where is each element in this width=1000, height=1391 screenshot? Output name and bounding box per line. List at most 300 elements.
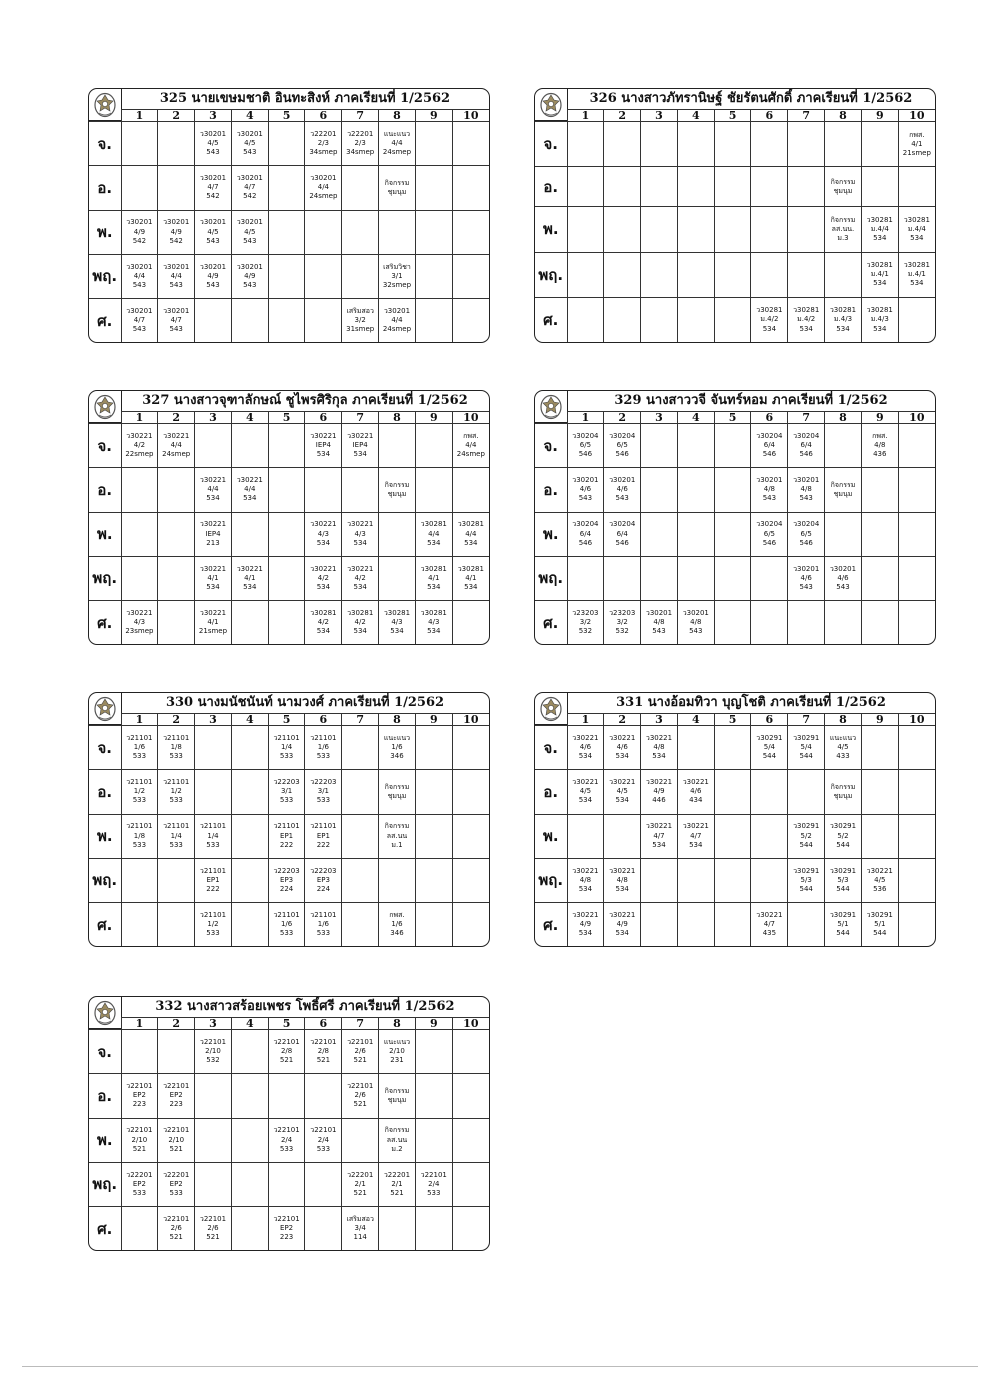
schedule-cell bbox=[158, 726, 195, 770]
cell-line: ว30221 bbox=[572, 866, 599, 875]
cell-line: ม.4/3 bbox=[870, 315, 889, 324]
cell-line: 543 bbox=[836, 582, 850, 591]
cell-line: 536 bbox=[873, 884, 887, 893]
cell-line: 3/1 bbox=[317, 787, 330, 796]
day-label: พฤ. bbox=[89, 1162, 121, 1206]
cell-line: 6/4 bbox=[616, 529, 628, 538]
day-row bbox=[89, 601, 489, 645]
schedule-cell bbox=[231, 601, 268, 645]
schedule-cell bbox=[415, 299, 452, 343]
cell-line: 24smep bbox=[382, 325, 412, 334]
schedule-cell bbox=[158, 858, 195, 902]
cell-line: 2/10 bbox=[131, 1135, 148, 1144]
schedule-cell bbox=[268, 424, 305, 468]
cell-line: 114 bbox=[353, 1233, 367, 1242]
cell-line: ว30291 bbox=[829, 866, 857, 875]
cell-line: ม.4/2 bbox=[797, 315, 816, 324]
cell-line: EP2 bbox=[169, 1091, 183, 1100]
day-label: อ. bbox=[535, 468, 567, 512]
cell-line: 4/6 bbox=[616, 485, 628, 494]
day-label: จ. bbox=[89, 726, 121, 770]
schedule-cell bbox=[604, 556, 641, 600]
cell-line: 4/9 bbox=[170, 227, 182, 236]
schedule-cell bbox=[898, 903, 935, 947]
cell-line: ว22203 bbox=[273, 778, 300, 787]
day-row bbox=[535, 468, 935, 512]
schedule-cell bbox=[567, 858, 604, 902]
cell-line: ว30281 bbox=[903, 261, 930, 270]
cell-line: 533 bbox=[279, 796, 294, 805]
cell-line: ว30221 bbox=[609, 910, 636, 919]
header-corner bbox=[535, 714, 567, 726]
schedule-cell bbox=[898, 858, 935, 902]
period-number: 4 bbox=[231, 714, 268, 726]
period-number: 9 bbox=[861, 412, 898, 424]
schedule-cell bbox=[788, 122, 825, 167]
cell-line: 534 bbox=[464, 538, 478, 547]
schedule-cell bbox=[379, 858, 416, 902]
schedule-cell bbox=[452, 299, 489, 343]
cell-line: 533 bbox=[316, 1144, 331, 1153]
schedule-cell bbox=[121, 601, 158, 645]
cell-line: 3/2 bbox=[579, 617, 592, 626]
cell-line: ม.4/3 bbox=[833, 315, 853, 324]
schedule-cell bbox=[195, 468, 232, 512]
period-number: 10 bbox=[452, 110, 489, 122]
schedule-cell bbox=[861, 167, 898, 207]
schedule-cell bbox=[751, 601, 788, 645]
cell-line: ว30291 bbox=[793, 822, 820, 831]
schedule-cell bbox=[751, 512, 788, 556]
schedule-cell bbox=[452, 1207, 489, 1251]
schedule-cell bbox=[305, 770, 342, 814]
cell-line: ว30221 bbox=[199, 476, 227, 485]
schedule-cell bbox=[379, 601, 416, 645]
cell-line: 4/8 bbox=[690, 617, 702, 626]
day-label: จ. bbox=[89, 1030, 121, 1074]
day-label: ศ. bbox=[89, 1207, 121, 1251]
cell-line: 4/8 bbox=[579, 875, 592, 884]
schedule-cell bbox=[567, 252, 604, 297]
schedule-cell bbox=[379, 299, 416, 343]
schedule-cell bbox=[158, 814, 195, 858]
schedule-table bbox=[89, 109, 489, 342]
schedule-table bbox=[535, 713, 935, 946]
cell-line: ว21101 bbox=[273, 733, 300, 742]
cell-line: 433 bbox=[836, 752, 850, 761]
schedule-cell bbox=[305, 726, 342, 770]
cell-line: ว30221 bbox=[347, 564, 374, 573]
cell-line: 2/10 bbox=[205, 1047, 221, 1056]
cell-line: ม.4/2 bbox=[760, 315, 779, 324]
schedule-cell bbox=[604, 903, 641, 947]
cell-line: 521 bbox=[390, 1188, 404, 1197]
cell-line: ลส.นน bbox=[386, 831, 408, 840]
cell-line: ว30221 bbox=[347, 520, 374, 529]
cell-line: 434 bbox=[689, 796, 703, 805]
schedule-cell bbox=[415, 903, 452, 947]
cell-line: 532 bbox=[578, 627, 593, 636]
schedule-cell bbox=[751, 858, 788, 902]
schedule-cell bbox=[452, 512, 489, 556]
cell-line: 533 bbox=[206, 929, 220, 938]
schedule-cell bbox=[195, 1074, 232, 1118]
cell-line: ว30201 bbox=[383, 306, 411, 315]
schedule-cell bbox=[415, 1207, 452, 1251]
cell-line: 1/6 bbox=[317, 743, 330, 752]
schedule-cell bbox=[195, 166, 232, 210]
schedule-cell bbox=[415, 1162, 452, 1206]
cell-line: 5/3 bbox=[800, 875, 812, 884]
period-header-row bbox=[89, 412, 489, 424]
schedule-cell bbox=[158, 1030, 195, 1074]
cell-line: 533 bbox=[279, 752, 294, 761]
cell-line: EP2 bbox=[132, 1091, 146, 1100]
schedule-cell bbox=[898, 770, 935, 814]
period-header-row bbox=[89, 714, 489, 726]
cell-line: เสริมสอว bbox=[346, 306, 374, 315]
schedule-cell bbox=[714, 167, 751, 207]
cell-line: 4/2 bbox=[317, 617, 330, 626]
schedule-cell bbox=[825, 468, 862, 512]
period-number: 8 bbox=[379, 110, 416, 122]
day-label: ศ. bbox=[89, 601, 121, 645]
schedule-cell bbox=[677, 167, 714, 207]
cell-line: 4/6 bbox=[579, 485, 592, 494]
cell-line: กิจกรรม bbox=[384, 782, 410, 791]
cell-line: กพส. bbox=[463, 431, 479, 440]
cell-line: 4/9 bbox=[207, 271, 219, 280]
schedule-cell bbox=[641, 468, 678, 512]
cell-line: ว21101 bbox=[310, 910, 337, 919]
cell-line: 23smep bbox=[125, 627, 154, 636]
day-label: จ. bbox=[89, 122, 121, 166]
schedule-cell bbox=[231, 122, 268, 166]
schedule-cell bbox=[567, 903, 604, 947]
cell-line: 2/1 bbox=[391, 1179, 403, 1188]
cell-line: 543 bbox=[652, 627, 666, 636]
cell-line: ว21101 bbox=[126, 778, 153, 787]
cell-line: IEP4 bbox=[315, 441, 331, 450]
period-number: 2 bbox=[158, 110, 195, 122]
cell-line: 4/6 bbox=[837, 573, 849, 582]
schedule-cell bbox=[158, 468, 195, 512]
period-number: 6 bbox=[751, 110, 788, 122]
cell-line: 1/4 bbox=[207, 831, 219, 840]
schedule-cell bbox=[677, 252, 714, 297]
cell-line: 2/3 bbox=[317, 139, 330, 148]
day-row bbox=[535, 424, 935, 468]
schedule-cell bbox=[158, 601, 195, 645]
cell-line: ว22101 bbox=[126, 1082, 153, 1091]
period-number: 1 bbox=[121, 714, 158, 726]
cell-line: 4/7 bbox=[690, 831, 702, 840]
timetable-card bbox=[88, 390, 490, 645]
period-number: 4 bbox=[231, 412, 268, 424]
schedule-cell bbox=[604, 424, 641, 468]
schedule-cell bbox=[415, 254, 452, 298]
cell-line: 533 bbox=[132, 796, 147, 805]
cell-line: 534 bbox=[578, 752, 593, 761]
cell-line: 24smep bbox=[382, 148, 412, 157]
period-number: 3 bbox=[641, 714, 678, 726]
cell-line: ว30281 bbox=[866, 261, 893, 270]
cell-line: 534 bbox=[427, 627, 441, 636]
schedule-cell bbox=[788, 770, 825, 814]
schedule-cell bbox=[415, 726, 452, 770]
period-number: 1 bbox=[121, 412, 158, 424]
schedule-cell bbox=[415, 122, 452, 166]
period-number: 10 bbox=[452, 412, 489, 424]
cell-line: แนะแนว bbox=[383, 129, 411, 138]
cell-line: 3/2 bbox=[354, 315, 366, 324]
day-label: พ. bbox=[535, 512, 567, 556]
cell-line: 4/8 bbox=[616, 875, 628, 884]
cell-line: 542 bbox=[132, 236, 147, 245]
schedule-cell bbox=[861, 122, 898, 167]
cell-line: 4/8 bbox=[800, 485, 812, 494]
cell-line: 521 bbox=[206, 1233, 220, 1242]
schedule-cell bbox=[158, 770, 195, 814]
cell-line: ว30221 bbox=[310, 564, 337, 573]
cell-line: 543 bbox=[615, 494, 629, 503]
cell-line: 543 bbox=[169, 280, 183, 289]
cell-line: 543 bbox=[243, 236, 257, 245]
schedule-cell bbox=[567, 512, 604, 556]
period-number: 1 bbox=[121, 1018, 158, 1030]
schedule-cell bbox=[751, 468, 788, 512]
schedule-cell bbox=[641, 512, 678, 556]
cell-line: 4/4 bbox=[244, 485, 256, 494]
cell-line: 533 bbox=[316, 796, 331, 805]
period-number: 2 bbox=[604, 412, 641, 424]
cell-line: 222 bbox=[316, 840, 331, 849]
schedule-cell bbox=[641, 556, 678, 600]
cell-line: 534 bbox=[652, 840, 666, 849]
schedule-cell bbox=[567, 297, 604, 342]
period-number: 4 bbox=[677, 714, 714, 726]
day-label: จ. bbox=[535, 424, 567, 468]
schedule-cell bbox=[567, 424, 604, 468]
cell-line: ว21101 bbox=[273, 822, 300, 831]
schedule-cell bbox=[379, 424, 416, 468]
day-row bbox=[535, 770, 935, 814]
cell-line: ว30281 bbox=[829, 306, 857, 315]
cell-line: ว30281 bbox=[420, 520, 447, 529]
schedule-cell bbox=[788, 858, 825, 902]
schedule-cell bbox=[677, 207, 714, 252]
day-label: อ. bbox=[89, 770, 121, 814]
schedule-cell bbox=[158, 1074, 195, 1118]
cell-line: 533 bbox=[427, 1188, 441, 1197]
cell-line: ว22101 bbox=[347, 1082, 374, 1091]
cell-line: ชุมนุม bbox=[833, 489, 853, 498]
schedule-cell bbox=[158, 424, 195, 468]
teacher-title: 330 นางมนัชนันท์ นามวงศ์ ภาคเรียนที่ 1/2562 bbox=[121, 693, 489, 714]
period-number: 6 bbox=[305, 110, 342, 122]
period-number: 3 bbox=[195, 412, 232, 424]
schedule-cell bbox=[452, 254, 489, 298]
cell-line: 21smep bbox=[902, 148, 931, 157]
cell-line: 4/1 bbox=[465, 573, 477, 582]
cell-line: 543 bbox=[206, 236, 220, 245]
cell-line: 4/9 bbox=[579, 919, 592, 928]
schedule-table bbox=[535, 411, 935, 644]
period-number: 5 bbox=[714, 412, 751, 424]
cell-line: 533 bbox=[169, 840, 183, 849]
cell-line: 534 bbox=[206, 582, 220, 591]
period-number: 2 bbox=[604, 110, 641, 122]
schedule-cell bbox=[751, 814, 788, 858]
schedule-cell bbox=[751, 424, 788, 468]
day-label: อ. bbox=[89, 468, 121, 512]
cell-line: ว30221 bbox=[682, 822, 709, 831]
day-row bbox=[535, 122, 935, 167]
schedule-cell bbox=[641, 726, 678, 770]
cell-line: EP1 bbox=[280, 831, 294, 840]
cell-line: 2/1 bbox=[354, 1179, 366, 1188]
schedule-cell bbox=[825, 726, 862, 770]
cell-line: ว30201 bbox=[236, 218, 263, 227]
cell-line: 533 bbox=[169, 752, 183, 761]
schedule-cell bbox=[825, 424, 862, 468]
cell-line: 521 bbox=[316, 1056, 331, 1065]
day-row bbox=[89, 1074, 489, 1118]
cell-line: 5/4 bbox=[763, 743, 776, 752]
cell-line: ว22201 bbox=[163, 1170, 190, 1179]
header-corner bbox=[89, 714, 121, 726]
schedule-cell bbox=[788, 424, 825, 468]
cell-line: 543 bbox=[132, 280, 147, 289]
cell-line: 544 bbox=[762, 752, 777, 761]
cell-line: กิจกรรม bbox=[384, 1086, 410, 1095]
cell-line: ว22101 bbox=[199, 1214, 227, 1223]
schedule-cell bbox=[641, 903, 678, 947]
cell-line: 1/6 bbox=[133, 743, 146, 752]
cell-line: 533 bbox=[279, 1144, 294, 1153]
schedule-cell bbox=[231, 468, 268, 512]
cell-line: 542 bbox=[169, 236, 183, 245]
day-row bbox=[89, 1207, 489, 1251]
schedule-cell bbox=[379, 726, 416, 770]
cell-line: 4/2 bbox=[317, 573, 330, 582]
schedule-cell bbox=[604, 512, 641, 556]
day-row bbox=[535, 167, 935, 207]
schedule-cell bbox=[567, 770, 604, 814]
schedule-cell bbox=[305, 858, 342, 902]
cell-line: ว22101 bbox=[420, 1170, 447, 1179]
period-number: 10 bbox=[898, 714, 935, 726]
schedule-cell bbox=[121, 1162, 158, 1206]
cell-line: ว30204 bbox=[793, 520, 820, 529]
cell-line: ว30201 bbox=[199, 218, 227, 227]
cell-line: ว22101 bbox=[347, 1037, 374, 1046]
schedule-cell bbox=[641, 424, 678, 468]
period-number: 3 bbox=[195, 714, 232, 726]
cell-line: 3/2 bbox=[616, 617, 628, 626]
schedule-cell bbox=[861, 556, 898, 600]
schedule-cell bbox=[415, 1074, 452, 1118]
cell-line: 6/4 bbox=[579, 529, 592, 538]
cell-line: ว22201 bbox=[126, 1170, 153, 1179]
day-label: จ. bbox=[535, 122, 567, 167]
period-number: 8 bbox=[379, 1018, 416, 1030]
period-number: 8 bbox=[825, 412, 862, 424]
cell-line: ชุมนุม bbox=[387, 1095, 407, 1104]
cell-line: 543 bbox=[132, 325, 147, 334]
cell-line: 534 bbox=[390, 627, 404, 636]
cell-line: ว30201 bbox=[682, 608, 709, 617]
schedule-cell bbox=[305, 468, 342, 512]
cell-line: 521 bbox=[353, 1188, 367, 1197]
cell-line: 543 bbox=[578, 494, 593, 503]
schedule-cell bbox=[342, 1118, 379, 1162]
schedule-cell bbox=[825, 903, 862, 947]
cell-line: 534 bbox=[243, 582, 257, 591]
period-number: 4 bbox=[677, 412, 714, 424]
period-number: 9 bbox=[415, 412, 452, 424]
cell-line: 534 bbox=[353, 582, 367, 591]
cell-line: ว30204 bbox=[756, 431, 783, 440]
cell-line: 4/3 bbox=[354, 529, 366, 538]
cell-line: ม.4/1 bbox=[907, 270, 926, 279]
cell-line: ว30201 bbox=[756, 476, 783, 485]
day-row bbox=[89, 858, 489, 902]
day-label: พ. bbox=[535, 814, 567, 858]
schedule-cell bbox=[231, 424, 268, 468]
schedule-cell bbox=[121, 903, 158, 947]
schedule-cell bbox=[788, 903, 825, 947]
schedule-cell bbox=[342, 468, 379, 512]
cell-line: 534 bbox=[615, 752, 629, 761]
cell-line: แนะแนว bbox=[383, 1037, 411, 1046]
schedule-cell bbox=[415, 1030, 452, 1074]
cell-line: ม.4/4 bbox=[870, 224, 889, 233]
period-number: 9 bbox=[415, 110, 452, 122]
schedule-cell bbox=[714, 556, 751, 600]
schedule-cell bbox=[714, 601, 751, 645]
schedule-cell bbox=[788, 512, 825, 556]
cell-line: ม.4/1 bbox=[870, 270, 889, 279]
cell-line: ว30221 bbox=[609, 866, 636, 875]
cell-line: 223 bbox=[279, 1233, 294, 1242]
schedule-cell bbox=[452, 903, 489, 947]
cell-line: 1/2 bbox=[133, 787, 146, 796]
schedule-cell bbox=[861, 424, 898, 468]
cell-line: 534 bbox=[652, 752, 666, 761]
cell-line: 2/10 bbox=[168, 1135, 185, 1144]
cell-line: 4/8 bbox=[763, 485, 776, 494]
schedule-cell bbox=[825, 207, 862, 252]
schedule-cell bbox=[751, 207, 788, 252]
schedule-cell bbox=[342, 858, 379, 902]
schedule-cell bbox=[788, 252, 825, 297]
period-header-row bbox=[535, 110, 935, 122]
cell-line: ว23203 bbox=[572, 608, 599, 617]
cell-line: 2/4 bbox=[317, 1135, 330, 1144]
period-number: 6 bbox=[305, 412, 342, 424]
cell-line: 4/9 bbox=[653, 787, 665, 796]
cell-line: 521 bbox=[353, 1100, 367, 1109]
schedule-cell bbox=[268, 903, 305, 947]
cell-line: 1/4 bbox=[170, 831, 182, 840]
cell-line: 4/7 bbox=[763, 919, 776, 928]
period-number: 8 bbox=[825, 714, 862, 726]
cell-line: ว30201 bbox=[199, 262, 227, 271]
cell-line: ลส.นน bbox=[386, 1135, 408, 1144]
cell-line: 4/7 bbox=[133, 315, 146, 324]
cell-line: 542 bbox=[243, 192, 257, 201]
